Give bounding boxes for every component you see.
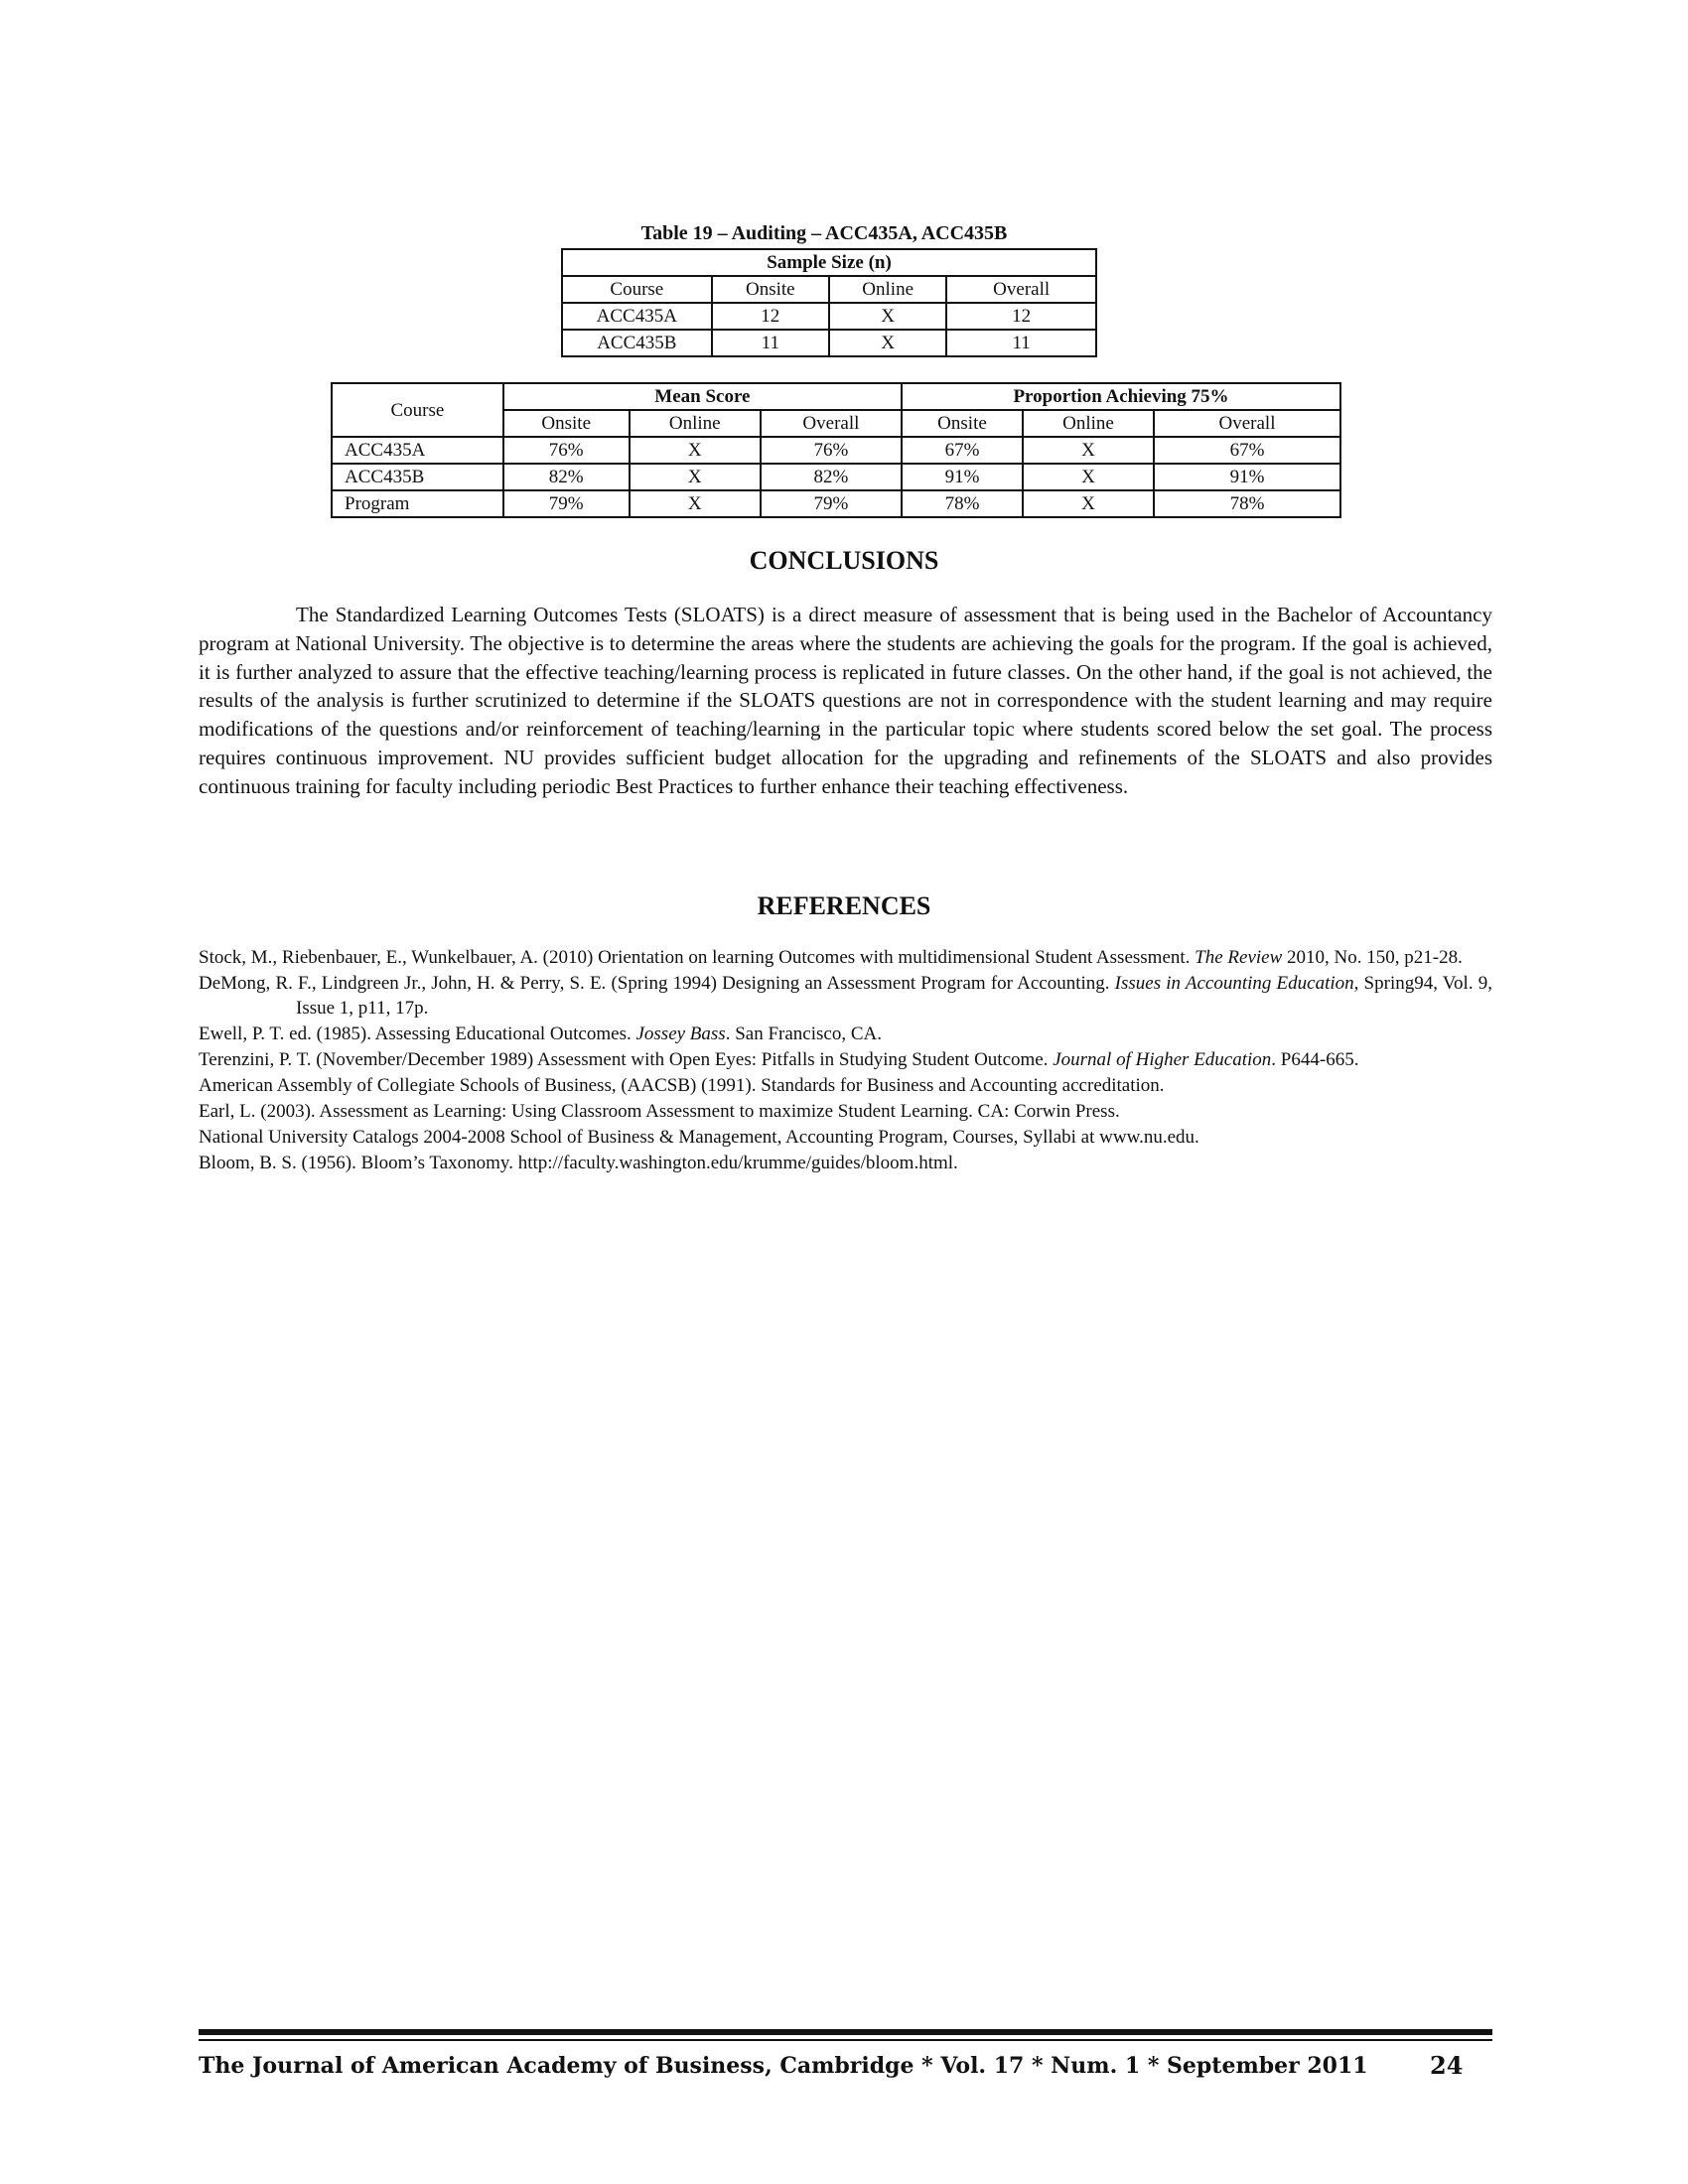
reference-item: National University Catalogs 2004-2008 School of Business & Management, Accounting Program, Courses, Syllabi at www.nu.edu. [199, 1127, 1199, 1148]
table-cell: 67% [1154, 437, 1340, 464]
table-cell: X [1023, 490, 1154, 517]
reference-item: Bloom, B. S. (1956). Bloom’s Taxonomy. http://faculty.washington.edu/krumme/guides/bloom.html. [199, 1153, 958, 1173]
results-table [331, 382, 1341, 518]
table-cell: 11 [712, 330, 829, 356]
table-cell: 79% [761, 490, 902, 517]
subcolumn-header: Online [630, 410, 761, 437]
subcolumn-header: Online [1023, 410, 1154, 437]
table-cell: 79% [503, 490, 630, 517]
subcolumn-header: Overall [1154, 410, 1340, 437]
table-row [332, 490, 1340, 517]
reference-item: Stock, M., Riebenbauer, E., Wunkelbauer, A. (2010) Orientation on learning Outcomes with multidimensional Student Assessment. The Review 2010, No. 150, p21-28. [199, 947, 1463, 968]
table-cell: X [630, 464, 761, 490]
table-cell: 11 [946, 330, 1096, 356]
table-cell: 91% [1154, 464, 1340, 490]
table-cell: 12 [712, 303, 829, 330]
table-cell: 67% [902, 437, 1023, 464]
reference-item: Ewell, P. T. ed. (1985). Assessing Educational Outcomes. Jossey Bass. San Francisco, CA. [199, 1024, 882, 1044]
reference-item: DeMong, R. F., Lindgreen Jr., John, H. & Perry, S. E. (Spring 1994) Designing an Assessment Program for Accounting. Issues in Accounting Education, Spring94, Vol. 9, Issue 1, p11, 17p. [199, 973, 1492, 1019]
table-cell: 78% [1154, 490, 1340, 517]
sample-size-table [561, 248, 1097, 357]
column-header: Overall [946, 276, 1096, 303]
column-header: Onsite [712, 276, 829, 303]
table-cell: 76% [503, 437, 630, 464]
footer-rule-thin [199, 2039, 1492, 2041]
table-cell: ACC435A [332, 437, 503, 464]
table-row [332, 437, 1340, 464]
column-header: Course [562, 276, 712, 303]
table-cell: 76% [761, 437, 902, 464]
conclusions-paragraph: The Standardized Learning Outcomes Tests (SLOATS) is a direct measure of assessment that is being used in the Bachelor of Accountancy program at National University. The objective is to determine the areas where the students are achieving the goals for the program. If the goal is achieved, it is further analyzed to assure that the effective teaching/learning process is replicated in future classes. On the other hand, if the goal is not achieved, the results of the analysis is further scrutinized to determine if the SLOATS questions are not in correspondence with the student learning and may require modifications of the questions and/or reinforcement of teaching/learning in the particular topic where students scored below the set goal. The process requires continuous improvement. NU provides sufficient budget allocation for the upgrading and refinements of the SLOATS and also provides continuous training for faculty including periodic Best Practices to further enhance their teaching effectiveness. [199, 603, 1492, 798]
table-cell: 82% [503, 464, 630, 490]
table-cell: X [630, 437, 761, 464]
reference-item: Earl, L. (2003). Assessment as Learning: Using Classroom Assessment to maximize Student Learning. CA: Corwin Press. [199, 1101, 1120, 1122]
table-cell: X [829, 303, 946, 330]
references-list [199, 945, 1492, 1176]
footer-rule [199, 2029, 1492, 2035]
proportion-header: Proportion Achieving 75% [902, 383, 1340, 410]
table-cell: X [1023, 437, 1154, 464]
page-number: 24 [1430, 2051, 1464, 2080]
reference-item: Terenzini, P. T. (November/December 1989) Assessment with Open Eyes: Pitfalls in Studying Student Outcome. Journal of Higher Education. P644-665. [199, 1049, 1359, 1070]
sample-size-header: Sample Size (n) [562, 249, 1096, 276]
table-cell: 91% [902, 464, 1023, 490]
table-caption: Table 19 – Auditing – ACC435A, ACC435B [640, 222, 1008, 244]
references-heading: REFERENCES [757, 891, 931, 920]
conclusions-heading: CONCLUSIONS [749, 546, 939, 575]
table-cell: X [829, 330, 946, 356]
subcolumn-header: Overall [761, 410, 902, 437]
table-cell: 78% [902, 490, 1023, 517]
reference-item: American Assembly of Collegiate Schools of Business, (AACSB) (1991). Standards for Business and Accounting accreditation. [199, 1075, 1165, 1096]
table-cell: 82% [761, 464, 902, 490]
mean-score-header: Mean Score [503, 383, 902, 410]
course-header: Course [332, 383, 503, 437]
table-cell: ACC435B [332, 464, 503, 490]
table-cell: X [630, 490, 761, 517]
table-row [332, 464, 1340, 490]
journal-footer: The Journal of American Academy of Business, Cambridge * Vol. 17 * Num. 1 * September 2011 [199, 2053, 1368, 2079]
column-header: Online [829, 276, 946, 303]
table-cell: ACC435A [562, 303, 712, 330]
subcolumn-header: Onsite [503, 410, 630, 437]
table-cell: ACC435B [562, 330, 712, 356]
table-cell: Program [332, 490, 503, 517]
table-cell: X [1023, 464, 1154, 490]
subcolumn-header: Onsite [902, 410, 1023, 437]
table-row [562, 303, 1096, 330]
table-row [562, 330, 1096, 356]
table-cell: 12 [946, 303, 1096, 330]
